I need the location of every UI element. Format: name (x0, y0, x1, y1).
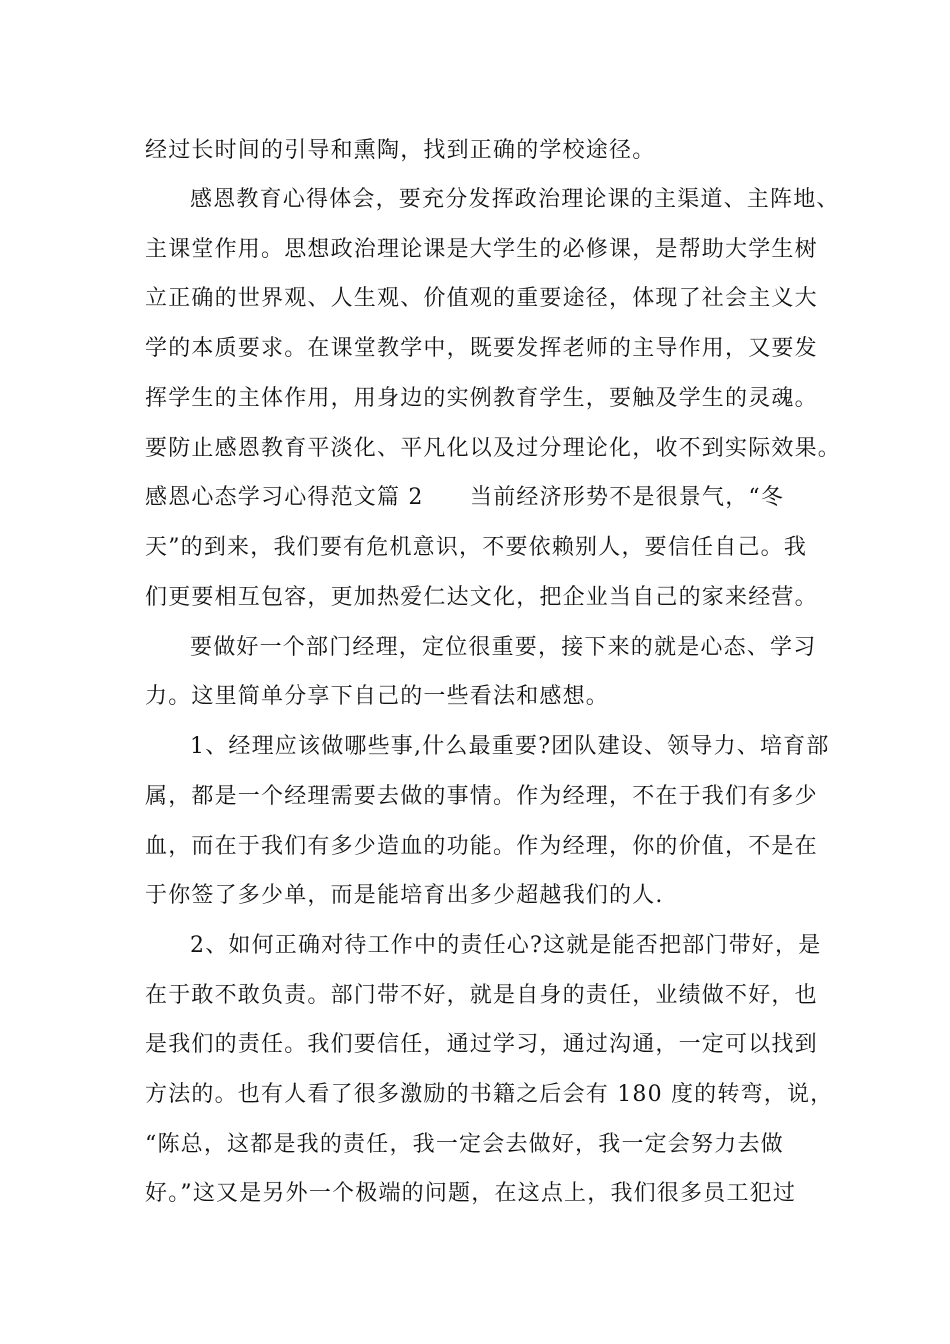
text-line: 于你签了多少单，而是能培育出多少超越我们的人. (145, 883, 664, 908)
text-line: 方法的。也有人看了很多激励的书籍之后会有 180 度的转弯，说， (145, 1082, 834, 1107)
paragraph-start-line: 要做好一个部门经理，定位很重要，接下来的就是心态、学习 (190, 635, 817, 660)
text-line: 立正确的世界观、人生观、价值观的重要途径，体现了社会主义大 (145, 286, 818, 311)
paragraph-start-line: 2、如何正确对待工作中的责任心?这就是能否把部门带好，是 (190, 933, 822, 958)
text-line: 挥学生的主体作用，用身边的实例教育学生，要触及学生的灵魂。 (145, 386, 818, 411)
paragraph-start-line: 1、经理应该做哪些事,什么最重要?团队建设、领导力、培育部 (190, 734, 830, 759)
section-heading-line: 感恩心态学习心得范文篇 2 当前经济形势不是很景气，“冬 (145, 485, 785, 510)
text-line: 们更要相互包容，更加热爱仁达文化，把企业当自己的家来经营。 (145, 585, 818, 610)
text-line: 学的本质要求。在课堂教学中，既要发挥老师的主导作用，又要发 (145, 336, 818, 361)
text-line: 主课堂作用。思想政治理论课是大学生的必修课，是帮助大学生树 (145, 237, 818, 262)
text-line: 血，而在于我们有多少造血的功能。作为经理，你的价值，不是在 (145, 834, 818, 859)
text-line: 要防止感恩教育平淡化、平凡化以及过分理论化，收不到实际效果。 (145, 436, 842, 461)
text-line: 经过长时间的引导和熏陶，找到正确的学校途径。 (145, 138, 656, 163)
text-line: 在于敢不敢负责。部门带不好，就是自身的责任，业绩做不好，也 (145, 983, 818, 1008)
text-line: 力。这里简单分享下自己的一些看法和感想。 (145, 684, 610, 709)
text-line: 天”的到来，我们要有危机意识，不要依赖别人，要信任自己。我 (145, 535, 808, 560)
text-line: “陈总，这都是我的责任，我一定会去做好，我一定会努力去做 (145, 1132, 784, 1157)
text-line: 是我们的责任。我们要信任，通过学习，通过沟通，一定可以找到 (145, 1032, 818, 1057)
paragraph-start-line: 感恩教育心得体会，要充分发挥政治理论课的主渠道、主阵地、 (190, 187, 840, 212)
text-line: 好。”这又是另外一个极端的问题，在这点上，我们很多员工犯过 (145, 1181, 797, 1206)
text-line: 属，都是一个经理需要去做的事情。作为经理，不在于我们有多少 (145, 784, 818, 809)
